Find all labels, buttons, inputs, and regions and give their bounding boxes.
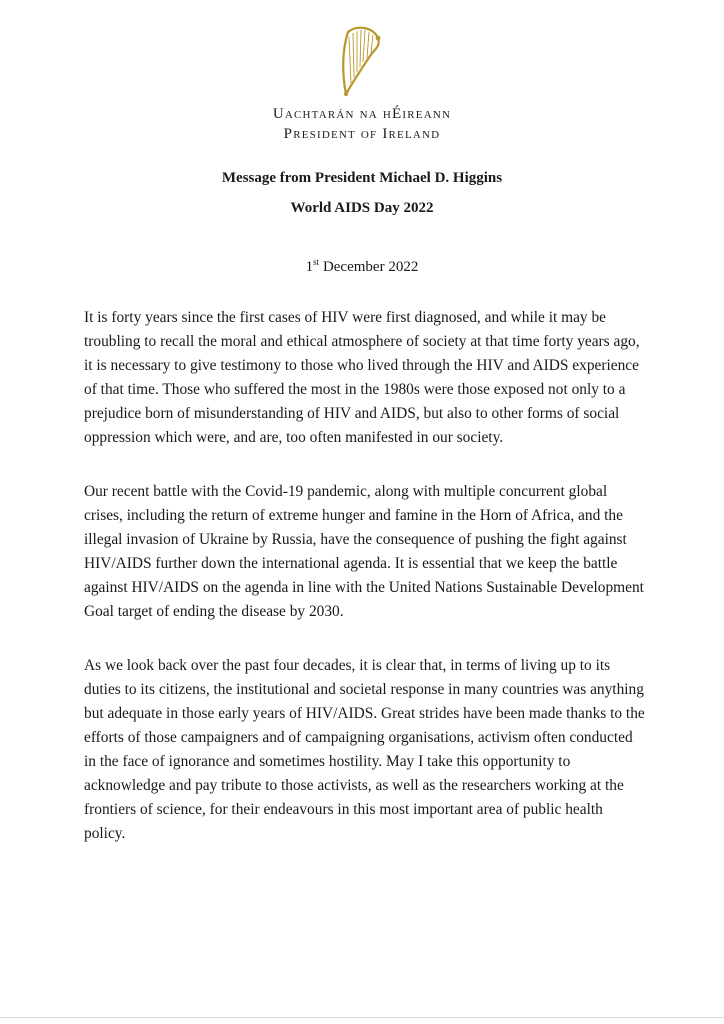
- page-edge-divider: [0, 1017, 724, 1018]
- date-month-year: December 2022: [322, 259, 419, 275]
- paragraph: Our recent battle with the Covid-19 pandemic, along with multiple concurrent global crises, including the return of extreme hunger and famine in the Horn of Africa, and the illegal invasion of Ukraine by Russia, have the consequence of pushing the fight against HIV/AIDS further down the international agenda. It is essential that we keep the battle against HIV/AIDS on the agenda in line with the United Nations Sustainable Development Goal target of ending the disease by 2030.: [84, 483, 644, 620]
- paragraph: It is forty years since the first cases of HIV were first diagnosed, and while it may be troubling to recall the moral and ethical atmosphere of society at that time forty years ago, it is necessary to give testimony to those who lived through the HIV and AIDS experience of that time. Those who suffered the most in the 1980s were those exposed not only to a prejudice born of misunderstanding of HIV and AIDS, but also to other forms of social oppression which were, and are, too often manifested in our society.: [84, 309, 640, 446]
- message-body: [84, 306, 646, 876]
- date-ordinal: st: [313, 257, 320, 267]
- message-date: [0, 257, 724, 276]
- office-title-irish-prefix: Uachtarán na h: [272, 106, 393, 122]
- date-day: 1: [305, 259, 314, 275]
- office-title-irish: [0, 106, 724, 123]
- harp-icon: [334, 22, 386, 98]
- office-title-english: President of Ireland: [283, 126, 441, 142]
- message-title: Message from President Michael D. Higgins: [221, 170, 503, 186]
- paragraph: As we look back over the past four decades, it is clear that, in terms of living up to its duties to its citizens, the institutional and societal response in many countries was anything but adequate in those early years of HIV/AIDS. Great strides have been made thanks to the efforts of those campaigners and of campaigning organisations, activism often conducted in the face of ignorance and sometimes hostility. May I take this opportunity to acknowledge and pay tribute to those activists, as well as the researchers working at the frontiers of science, for their endeavours in this most important area of public health policy.: [84, 657, 645, 842]
- event-title: World AIDS Day 2022: [290, 200, 434, 216]
- office-title-irish-suffix: Éireann: [392, 106, 452, 122]
